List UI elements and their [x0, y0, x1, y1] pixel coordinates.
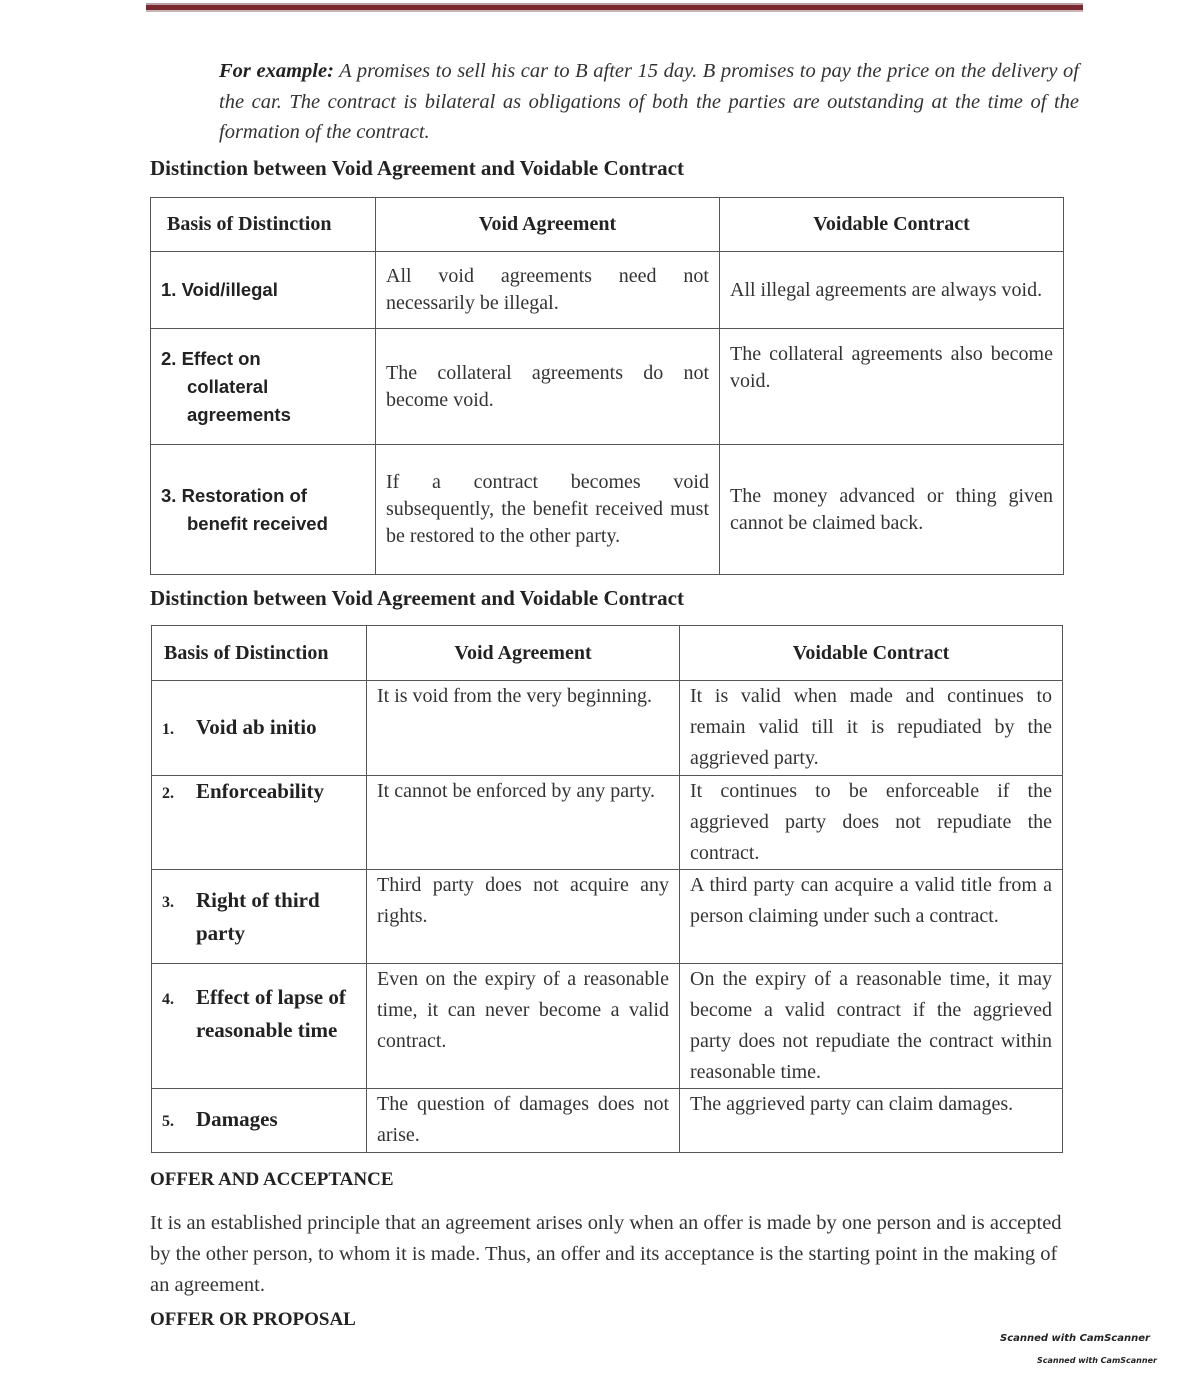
row-voidable: The aggrieved party can claim damages.	[680, 1089, 1063, 1153]
row-voidable: It is valid when made and continues to remain valid till it is repudiated by the aggrieved party.	[680, 681, 1063, 776]
header-basis: Basis of Distinction	[152, 626, 367, 681]
table-header-row	[151, 198, 1064, 252]
header-voidable: Voidable Contract	[680, 626, 1063, 681]
row-void: The question of damages does not arise.	[367, 1089, 680, 1153]
table-header-row	[152, 626, 1063, 681]
header-basis: Basis of Distinction	[151, 198, 376, 252]
table1	[150, 197, 1064, 575]
row-void: The collateral agreements do not become void.	[376, 329, 720, 445]
row-void: If a contract becomes void subsequently, the benefit received must be restored to the other party.	[376, 445, 720, 575]
row-basis: 2. Enforceability	[152, 776, 367, 870]
row-voidable: On the expiry of a reasonable time, it may become a valid contract if the aggrieved party does not repudiate the contract within reasonable time.	[680, 964, 1063, 1089]
row-void: It cannot be enforced by any party.	[367, 776, 680, 870]
header-void: Void Agreement	[376, 198, 720, 252]
row-basis: 4. Effect of lapse of reasonable time	[152, 964, 367, 1089]
row-voidable: A third party can acquire a valid title from a person claiming under such a contract.	[680, 870, 1063, 964]
row-void: All void agreements need not necessarily be illegal.	[376, 252, 720, 329]
offer-paragraph: It is an established principle that an agreement arises only when an offer is made by one person and is accepted by the other person, to whom it is made. Thus, an offer and its acceptance is the starting point in the making of an agreement.	[150, 1212, 1062, 1296]
row-basis: 2. Effect on collateral agreements	[151, 329, 376, 445]
table1-title: Distinction between Void Agreement and Voidable Contract	[150, 156, 684, 180]
table-row	[152, 964, 1063, 1089]
header-void: Void Agreement	[367, 626, 680, 681]
example-lead: For example:	[219, 60, 334, 82]
row-basis: 1. Void ab initio	[152, 681, 367, 776]
table-row	[152, 1089, 1063, 1153]
table2-title: Distinction between Void Agreement and Voidable Contract	[150, 586, 684, 610]
table-row	[151, 445, 1064, 575]
table-row	[151, 329, 1064, 445]
header-rule	[146, 3, 1083, 12]
row-basis: 3. Restoration of benefit received	[151, 445, 376, 575]
table-row	[151, 252, 1064, 329]
offer-heading: OFFER AND ACCEPTANCE	[150, 1169, 394, 1190]
camscanner-watermark: Scanned with CamScanner	[1037, 1356, 1157, 1365]
row-voidable: All illegal agreements are always void.	[720, 252, 1064, 329]
camscanner-watermark: Scanned with CamScanner	[1000, 1333, 1150, 1344]
row-voidable: It continues to be enforceable if the aggrieved party does not repudiate the contract.	[680, 776, 1063, 870]
header-voidable: Voidable Contract	[720, 198, 1064, 252]
row-void: Even on the expiry of a reasonable time, it can never become a valid contract.	[367, 964, 680, 1089]
table-row	[152, 776, 1063, 870]
row-void: It is void from the very beginning.	[367, 681, 680, 776]
row-voidable: The money advanced or thing given cannot be claimed back.	[720, 445, 1064, 575]
row-voidable: The collateral agreements also become void.	[720, 329, 1064, 445]
table2	[151, 625, 1063, 1153]
row-basis: 3. Right of third party	[152, 870, 367, 964]
offer-subheading: OFFER OR PROPOSAL	[150, 1309, 356, 1330]
row-basis: 5. Damages	[152, 1089, 367, 1153]
row-basis: 1. Void/illegal	[151, 252, 376, 329]
example-text: A promises to sell his car to B after 15 day. B promises to pay the price on the delivery of the car. The contract is bilateral as obligations of both the parties are outstanding at the time of the formation of the contract.	[219, 60, 1079, 143]
table-row	[152, 870, 1063, 964]
table-row	[152, 681, 1063, 776]
row-void: Third party does not acquire any rights.	[367, 870, 680, 964]
example-paragraph	[219, 56, 1079, 148]
